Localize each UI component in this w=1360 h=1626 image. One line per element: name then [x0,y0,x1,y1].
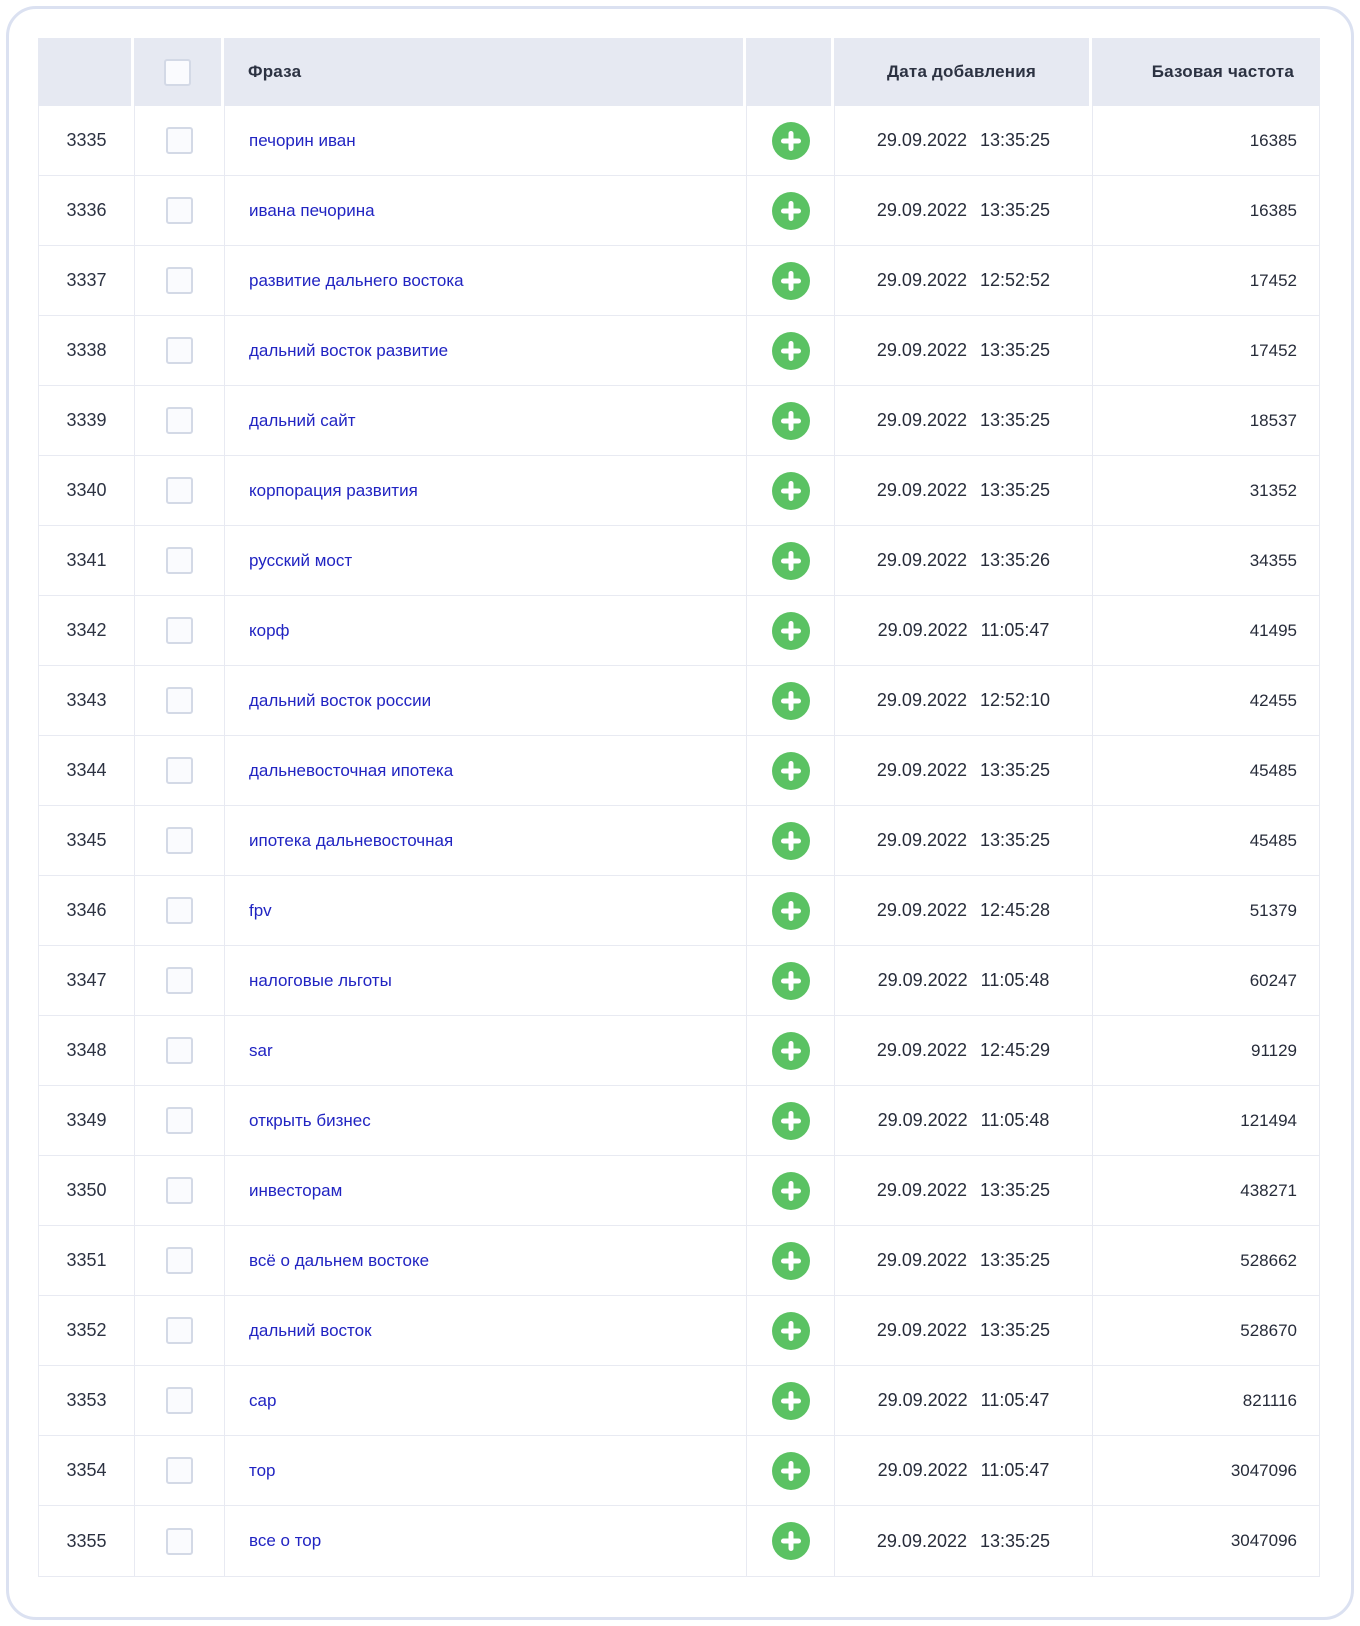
phrase-column-label: Фраза [248,62,302,81]
row-checkbox[interactable] [166,1387,193,1414]
frequency-value: 42455 [1249,690,1297,710]
time-value: 13:35:25 [980,1530,1051,1551]
row-index: 3344 [39,736,135,805]
frequency-value: 3047096 [1230,1460,1297,1480]
row-checkbox[interactable] [166,1457,193,1484]
table-row [39,1296,1319,1366]
row-checkbox-cell [135,806,225,875]
plus-icon[interactable] [772,752,810,790]
row-phrase-cell [225,806,747,875]
frequency-value: 45485 [1249,760,1297,780]
phrase-link[interactable]: дальний восток развитие [249,340,449,360]
base-frequency-cell [1093,246,1321,315]
date-value: 29.09.2022 [876,200,967,220]
frequency-value: 17452 [1249,270,1297,290]
time-value: 13:35:25 [980,410,1051,430]
time-value: 13:35:25 [980,200,1051,220]
row-index: 3335 [39,106,135,175]
frequency-value: 41495 [1249,620,1297,640]
date-value: 29.09.2022 [877,1460,968,1480]
row-action-cell [747,1366,835,1435]
time-value: 13:35:25 [980,1320,1051,1340]
row-action-cell [747,1436,835,1505]
row-phrase-cell [225,1506,747,1576]
time-value: 11:05:47 [980,1390,1050,1410]
row-checkbox-cell [135,106,225,175]
row-index: 3355 [39,1506,135,1576]
row-checkbox-cell [135,1366,225,1435]
date-value: 29.09.2022 [876,340,967,360]
row-checkbox[interactable] [166,127,193,154]
row-index: 3340 [39,456,135,525]
row-index: 3349 [39,1086,135,1155]
row-checkbox-cell [135,1226,225,1295]
row-checkbox-cell [135,876,225,945]
row-checkbox[interactable] [166,827,193,854]
frequency-value: 17452 [1249,340,1297,360]
date-value: 29.09.2022 [876,410,967,430]
row-action-cell [747,596,835,665]
date-added-cell [835,176,1093,245]
table-row [39,736,1319,806]
row-index: 3342 [39,596,135,665]
date-added-cell [835,666,1093,735]
header-cell-checkbox [134,38,224,106]
row-action-cell [747,666,835,735]
plus-icon[interactable] [772,192,810,230]
time-value: 11:05:48 [980,1110,1050,1130]
plus-icon[interactable] [772,612,810,650]
frequency-value: 91129 [1250,1040,1297,1060]
plus-icon[interactable] [772,822,810,860]
base-frequency-cell [1093,176,1321,245]
row-action-cell [747,386,835,455]
row-action-cell [747,1016,835,1085]
row-checkbox[interactable] [166,1177,193,1204]
date-added-cell [835,1016,1093,1085]
plus-icon[interactable] [772,262,810,300]
frequency-value: 45485 [1249,830,1297,850]
header-cell-phrase [224,38,746,106]
plus-icon[interactable] [772,402,810,440]
row-checkbox-cell [135,1086,225,1155]
base-frequency-cell [1093,106,1321,175]
row-phrase-cell [225,1016,747,1085]
page-container [6,6,1354,1620]
row-action-cell [747,456,835,525]
base-frequency-cell [1093,1366,1321,1435]
date-value: 29.09.2022 [876,1320,967,1340]
base-frequency-cell [1093,666,1321,735]
row-checkbox[interactable] [166,477,193,504]
phrase-link[interactable]: русский мост [249,550,353,570]
phrase-link[interactable]: sar [249,1040,273,1060]
frequency-value: 528670 [1240,1320,1297,1340]
table-row [39,596,1319,666]
frequency-value: 3047096 [1230,1531,1297,1550]
phrase-link[interactable]: дальний восток россии [249,690,432,710]
phrase-link[interactable]: дальневосточная ипотека [249,760,454,780]
base-frequency-cell [1093,526,1321,595]
row-checkbox[interactable] [166,407,193,434]
table-row [39,176,1319,246]
table-row [39,946,1319,1016]
time-value: 13:35:25 [980,1180,1051,1200]
row-phrase-cell [225,666,747,735]
row-checkbox[interactable] [166,757,193,784]
base-frequency-cell [1093,1016,1321,1085]
plus-icon[interactable] [772,1172,810,1210]
header-cell-action [746,38,834,106]
row-checkbox-cell [135,666,225,735]
base-frequency-cell [1093,596,1321,665]
row-checkbox-cell [135,246,225,315]
date-added-cell [835,1156,1093,1225]
phrase-link[interactable]: инвесторам [249,1180,343,1200]
row-phrase-cell [225,316,747,385]
table-row [39,1366,1319,1436]
base-frequency-cell [1093,1086,1321,1155]
phrase-link[interactable]: дальний сайт [249,410,356,430]
row-index: 3346 [39,876,135,945]
row-index: 3351 [39,1226,135,1295]
row-checkbox-cell [135,736,225,805]
table-header-row [38,38,1320,106]
row-checkbox-cell [135,456,225,525]
row-phrase-cell [225,596,747,665]
row-checkbox-cell [135,526,225,595]
select-all-checkbox[interactable] [164,59,191,86]
date-added-cell [835,456,1093,525]
date-value: 29.09.2022 [876,480,967,500]
date-added-cell [835,1296,1093,1365]
base-frequency-cell [1093,876,1321,945]
phrase-link[interactable]: развитие дальнего востока [249,270,464,290]
date-column-label: Дата добавления [886,62,1037,81]
table-row [39,246,1319,316]
base-frequency-cell [1093,386,1321,455]
date-added-cell [835,386,1093,455]
row-checkbox-cell [135,176,225,245]
time-value: 13:35:25 [980,830,1051,850]
table-row [39,666,1319,736]
row-phrase-cell [225,946,747,1015]
phrase-link[interactable]: корф [249,620,290,640]
date-added-cell [835,1436,1093,1505]
time-value: 11:05:47 [980,1460,1050,1480]
row-checkbox[interactable] [166,687,193,714]
row-checkbox[interactable] [166,197,193,224]
row-checkbox-cell [135,946,225,1015]
row-phrase-cell [225,1086,747,1155]
row-action-cell [747,806,835,875]
row-phrase-cell [225,246,747,315]
plus-icon[interactable] [772,1382,810,1420]
frequency-value: 16385 [1249,130,1297,150]
plus-icon[interactable] [772,1312,810,1350]
table-row [39,456,1319,526]
date-value: 29.09.2022 [876,690,967,710]
row-index: 3352 [39,1296,135,1365]
row-phrase-cell [225,1156,747,1225]
row-index: 3337 [39,246,135,315]
date-value: 29.09.2022 [876,830,967,850]
table-row [39,1436,1319,1506]
base-frequency-cell [1093,736,1321,805]
table-row [39,1016,1319,1086]
base-frequency-cell [1093,806,1321,875]
date-added-cell [835,876,1093,945]
time-value: 12:45:28 [980,900,1051,920]
date-value: 29.09.2022 [877,620,968,640]
row-checkbox[interactable] [166,967,193,994]
row-checkbox-cell [135,1016,225,1085]
phrase-link[interactable]: ипотека дальневосточная [249,830,454,850]
row-action-cell [747,1296,835,1365]
time-value: 12:45:29 [980,1040,1051,1060]
table-row [39,1506,1319,1576]
date-value: 29.09.2022 [877,970,968,990]
frequency-value: 821116 [1242,1390,1297,1410]
date-value: 29.09.2022 [877,1110,968,1130]
row-checkbox-cell [135,596,225,665]
row-phrase-cell [225,1436,747,1505]
phrase-link[interactable]: все о тор [249,1531,322,1550]
header-cell-frequency [1092,38,1320,106]
base-frequency-cell [1093,1296,1321,1365]
row-phrase-cell [225,1226,747,1295]
frequency-value: 31352 [1249,480,1297,500]
row-index: 3345 [39,806,135,875]
date-added-cell [835,596,1093,665]
row-phrase-cell [225,456,747,525]
date-added-cell [835,946,1093,1015]
date-added-cell [835,1086,1093,1155]
date-value: 29.09.2022 [877,1390,968,1410]
time-value: 13:35:25 [980,480,1051,500]
row-action-cell [747,1506,835,1576]
date-value: 29.09.2022 [876,550,967,570]
row-checkbox-cell [135,1436,225,1505]
row-phrase-cell [225,876,747,945]
time-value: 12:52:10 [980,690,1051,710]
base-frequency-cell [1093,1226,1321,1295]
phrase-link[interactable]: сар [249,1390,277,1410]
table-row [39,1086,1319,1156]
base-frequency-cell [1093,1436,1321,1505]
time-value: 13:35:25 [980,760,1051,780]
base-frequency-cell [1093,316,1321,385]
row-index: 3341 [39,526,135,595]
time-value: 13:35:25 [980,130,1051,150]
date-added-cell [835,806,1093,875]
row-checkbox[interactable] [166,267,193,294]
table-row [39,876,1319,946]
phrase-link[interactable]: всё о дальнем востоке [249,1250,430,1270]
plus-icon[interactable] [772,1522,810,1560]
row-checkbox-cell [135,316,225,385]
plus-icon[interactable] [772,1032,810,1070]
row-action-cell [747,526,835,595]
date-added-cell [835,1366,1093,1435]
row-index: 3354 [39,1436,135,1505]
time-value: 13:35:25 [980,1250,1051,1270]
plus-icon[interactable] [772,1102,810,1140]
frequency-value: 34355 [1249,550,1297,570]
row-checkbox[interactable] [166,337,193,364]
row-action-cell [747,106,835,175]
frequency-value: 16385 [1249,200,1297,220]
date-value: 29.09.2022 [876,1250,967,1270]
time-value: 13:35:25 [980,340,1051,360]
row-index: 3338 [39,316,135,385]
date-added-cell [835,106,1093,175]
date-added-cell [835,1506,1093,1576]
phrase-link[interactable]: fpv [249,900,272,920]
phrase-link[interactable]: печорин иван [249,130,356,150]
date-added-cell [835,246,1093,315]
plus-icon[interactable] [772,332,810,370]
row-checkbox-cell [135,386,225,455]
phrase-link[interactable]: дальний восток [249,1320,372,1340]
row-index: 3348 [39,1016,135,1085]
plus-icon[interactable] [772,542,810,580]
base-frequency-cell [1093,946,1321,1015]
base-frequency-cell [1093,456,1321,525]
date-added-cell [835,1226,1093,1295]
plus-icon[interactable] [772,472,810,510]
row-checkbox[interactable] [166,547,193,574]
date-added-cell [835,526,1093,595]
date-added-cell [835,736,1093,805]
plus-icon[interactable] [772,1452,810,1490]
time-value: 11:05:47 [980,620,1050,640]
row-action-cell [747,876,835,945]
table-row [39,806,1319,876]
row-action-cell [747,1226,835,1295]
row-checkbox[interactable] [166,897,193,924]
phrase-link[interactable]: ивана печорина [249,200,375,220]
date-value: 29.09.2022 [876,1530,967,1551]
keywords-table [38,38,1320,1577]
time-value: 12:52:52 [980,270,1051,290]
row-action-cell [747,316,835,385]
row-checkbox[interactable] [166,1037,193,1064]
row-phrase-cell [225,106,747,175]
row-action-cell [747,736,835,805]
time-value: 13:35:26 [980,550,1051,570]
row-phrase-cell [225,736,747,805]
row-index: 3347 [39,946,135,1015]
row-phrase-cell [225,526,747,595]
table-body [38,106,1320,1577]
row-checkbox[interactable] [166,1107,193,1134]
date-value: 29.09.2022 [876,130,967,150]
phrase-link[interactable]: налоговые льготы [249,970,392,990]
table-row [39,1156,1319,1226]
row-phrase-cell [225,176,747,245]
row-action-cell [747,246,835,315]
date-value: 29.09.2022 [876,760,967,780]
frequency-value: 18537 [1249,410,1297,430]
base-frequency-cell [1093,1506,1321,1576]
row-action-cell [747,1086,835,1155]
frequency-value: 121494 [1240,1110,1297,1130]
plus-icon[interactable] [772,892,810,930]
row-index: 3343 [39,666,135,735]
header-cell-index [38,38,134,106]
date-value: 29.09.2022 [876,270,967,290]
row-checkbox[interactable] [166,1528,193,1555]
plus-icon[interactable] [772,962,810,1000]
table-row [39,526,1319,596]
table-row [39,106,1319,176]
row-action-cell [747,1156,835,1225]
date-value: 29.09.2022 [876,900,967,920]
phrase-link[interactable]: тор [249,1460,276,1480]
date-added-cell [835,316,1093,385]
row-checkbox[interactable] [166,617,193,644]
row-index: 3353 [39,1366,135,1435]
row-index: 3336 [39,176,135,245]
row-checkbox[interactable] [166,1317,193,1344]
row-phrase-cell [225,1296,747,1365]
base-frequency-cell [1093,1156,1321,1225]
table-row [39,316,1319,386]
row-action-cell [747,176,835,245]
row-checkbox-cell [135,1296,225,1365]
row-phrase-cell [225,1366,747,1435]
frequency-value: 438271 [1240,1180,1297,1200]
row-action-cell [747,946,835,1015]
header-cell-date [834,38,1092,106]
date-value: 29.09.2022 [876,1180,967,1200]
plus-icon[interactable] [772,682,810,720]
row-checkbox-cell [135,1506,225,1576]
time-value: 11:05:48 [980,970,1050,990]
table-row [39,1226,1319,1296]
plus-icon[interactable] [772,122,810,160]
table-row [39,386,1319,456]
row-checkbox[interactable] [166,1247,193,1274]
frequency-column-label: Базовая частота [1151,62,1294,81]
row-phrase-cell [225,386,747,455]
frequency-value: 60247 [1249,970,1297,990]
phrase-link[interactable]: корпорация развития [249,480,418,500]
date-value: 29.09.2022 [876,1040,967,1060]
row-index: 3339 [39,386,135,455]
phrase-link[interactable]: открыть бизнес [249,1110,371,1130]
plus-icon[interactable] [772,1242,810,1280]
frequency-value: 528662 [1240,1250,1297,1270]
frequency-value: 51379 [1249,900,1297,920]
row-index: 3350 [39,1156,135,1225]
row-checkbox-cell [135,1156,225,1225]
